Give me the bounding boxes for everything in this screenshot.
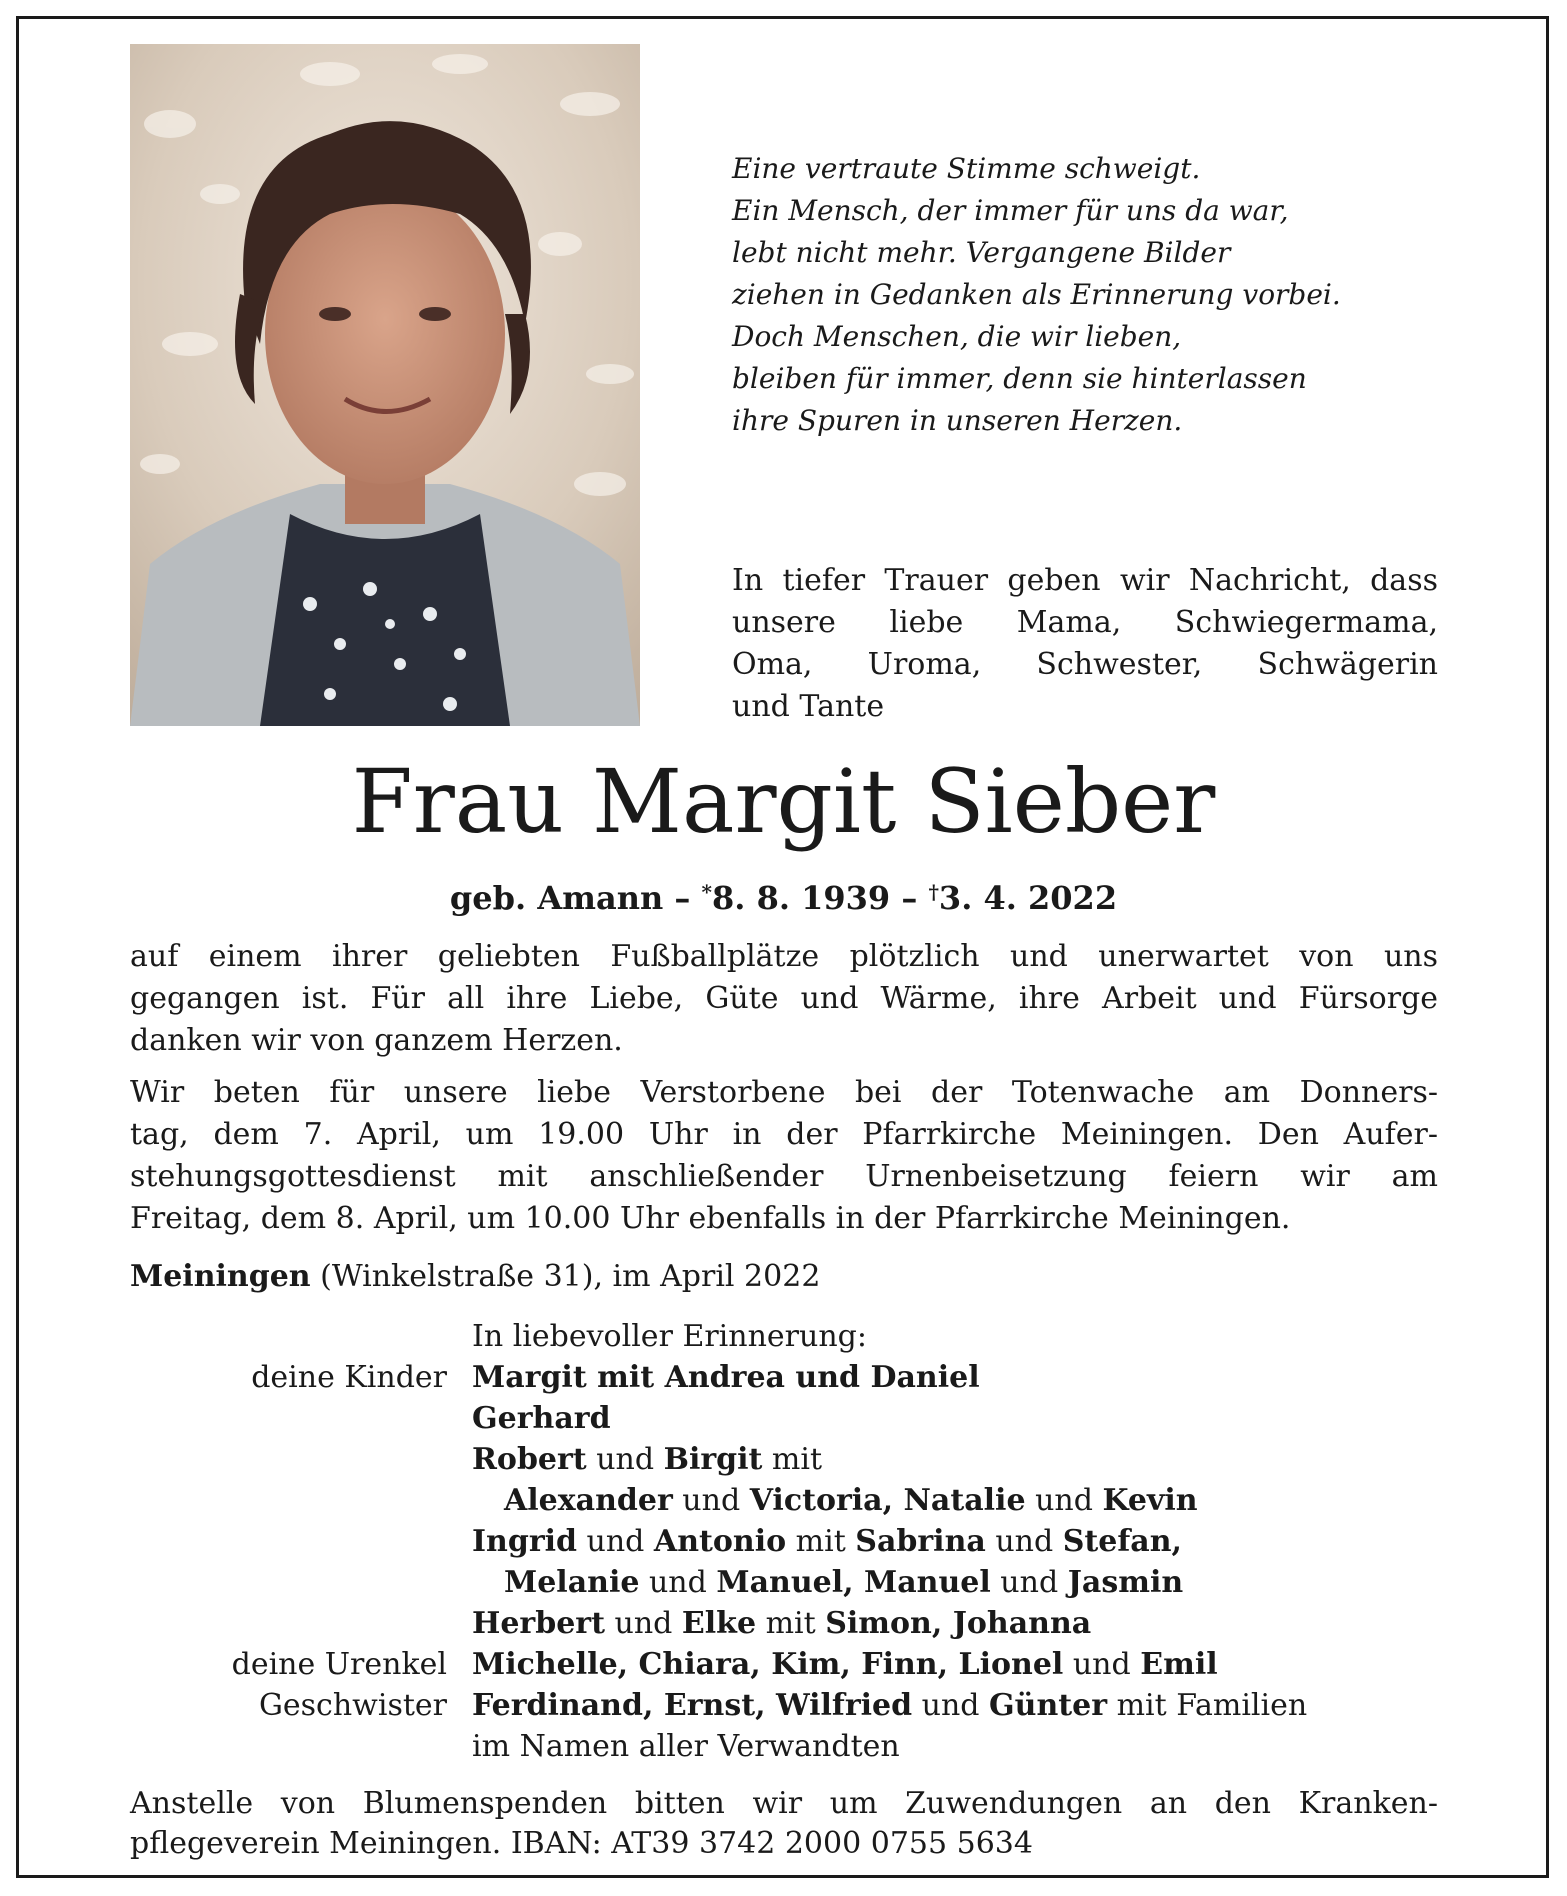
dash: – <box>674 879 691 917</box>
mourner-names: Gerhard <box>472 1401 611 1436</box>
connector: mit Familien <box>1107 1688 1308 1723</box>
life-dates <box>0 872 1567 918</box>
label-siblings: Geschwister <box>258 1688 447 1723</box>
mourner-names: Ingrid <box>472 1524 577 1559</box>
mourner-names: Margit mit Andrea und Daniel <box>472 1360 980 1395</box>
body-line: tag, dem 7. April, um 19.00 Uhr in der Pfarrkirche Meiningen. Den Aufer- <box>130 1117 1438 1152</box>
poem-line: ihre Spuren in unseren Herzen. <box>732 404 1183 437</box>
announcement-intro <box>732 560 1438 728</box>
poem-line: lebt nicht mehr. Vergangene Bilder <box>732 236 1231 269</box>
mourner-names: Elke <box>681 1606 757 1641</box>
footer-line: Anstelle von Blumenspenden bitten wir um Zuwendungen an den Kranken- <box>130 1786 1438 1821</box>
place-rest: (Winkelstraße 31), im April 2022 <box>310 1259 821 1294</box>
body-line: gegangen ist. Für all ihre Liebe, Güte und Wärme, ihre Arbeit und Fürsorge <box>130 981 1438 1016</box>
body-line: Wir beten für unsere liebe Verstorbene bei der Totenwache am Donners- <box>130 1075 1438 1110</box>
poem-line: Ein Mensch, der immer für uns da war, <box>732 194 1289 227</box>
relatives-line: im Namen aller Verwandten <box>472 1729 900 1764</box>
connector: und <box>586 1442 664 1477</box>
connector: und <box>912 1688 990 1723</box>
deceased-name: Frau Margit Sieber <box>351 750 1216 853</box>
connector: mit <box>786 1524 856 1559</box>
birth-name: geb. Amann <box>449 879 664 917</box>
birth-mark: * <box>701 880 713 904</box>
death-date: 3. 4. 2022 <box>938 879 1118 917</box>
intro-line: unsere liebe Mama, Schwiegermama, <box>732 605 1438 640</box>
place-town: Meiningen <box>130 1259 311 1294</box>
mourner-names: Sabrina <box>855 1524 986 1559</box>
mourner-names: Emil <box>1140 1647 1218 1682</box>
donation-note <box>130 1784 1438 1864</box>
mourner-names: Alexander <box>504 1483 673 1518</box>
intro-line: Oma, Uroma, Schwester, Schwägerin <box>732 647 1438 682</box>
mourner-names: Melanie <box>504 1565 640 1600</box>
body-line: auf einem ihrer geliebten Fußballplätze plötzlich und unerwartet von uns <box>130 939 1438 974</box>
mourner-names: Antonio <box>653 1524 787 1559</box>
body-line: danken wir von ganzem Herzen. <box>130 1023 623 1058</box>
connector: mit <box>756 1606 826 1641</box>
poem <box>732 148 1452 442</box>
connector: und <box>577 1524 654 1559</box>
mourner-names: Herbert <box>472 1606 605 1641</box>
label-children: deine Kinder <box>251 1360 447 1395</box>
connector: und <box>1025 1483 1103 1518</box>
mourner-names: Günter <box>989 1688 1108 1723</box>
poem-line: bleiben für immer, denn sie hinterlassen <box>732 362 1307 395</box>
connector: und <box>1063 1647 1141 1682</box>
intro-line: und Tante <box>732 689 885 724</box>
body-paragraph-1 <box>130 936 1438 1062</box>
place-and-date <box>130 1256 820 1298</box>
poem-line: Eine vertraute Stimme schweigt. <box>732 152 1201 185</box>
death-mark: † <box>928 880 939 904</box>
connector: und <box>985 1524 1063 1559</box>
birth-date: 8. 8. 1939 <box>712 879 891 917</box>
portrait-photo <box>130 44 640 726</box>
poem-line: ziehen in Gedanken als Erinnerung vorbei. <box>732 278 1341 311</box>
intro-line: In tiefer Trauer geben wir Nachricht, dass <box>732 563 1438 598</box>
mourner-names: Robert <box>472 1442 587 1477</box>
connector: mit <box>762 1442 823 1477</box>
mourner-names: Jasmin <box>1067 1565 1184 1600</box>
mourners-list <box>130 1316 1450 1767</box>
connector: und <box>604 1606 682 1641</box>
mourner-names: Stefan, <box>1062 1524 1182 1559</box>
mourner-names: Michelle, Chiara, Kim, Finn, Lionel <box>472 1647 1064 1682</box>
mourner-names: Ferdinand, Ernst, Wilfried <box>472 1688 913 1723</box>
mourner-names: Kevin <box>1102 1483 1198 1518</box>
mourner-names: Simon, Johanna <box>825 1606 1092 1641</box>
body-line: stehungsgottesdienst mit anschließender Urnenbeisetzung feiern wir am <box>130 1159 1438 1194</box>
label-great-grandchildren: deine Urenkel <box>231 1647 447 1682</box>
mourner-names: Victoria, Natalie <box>749 1483 1026 1518</box>
connector: und <box>990 1565 1068 1600</box>
mourner-names: Birgit <box>663 1442 763 1477</box>
poem-line: Doch Menschen, die wir lieben, <box>732 320 1182 353</box>
body-line: Freitag, dem 8. April, um 10.00 Uhr ebenfalls in der Pfarrkirche Meiningen. <box>130 1201 1291 1236</box>
connector: und <box>672 1483 750 1518</box>
footer-line: pflegeverein Meiningen. IBAN: AT39 3742 2000 0755 5634 <box>130 1826 1033 1861</box>
body-paragraph-2 <box>130 1072 1438 1240</box>
mourner-names: Manuel, Manuel <box>716 1565 991 1600</box>
signoff-heading: In liebevoller Erinnerung: <box>472 1319 867 1354</box>
connector: und <box>639 1565 717 1600</box>
dash: – <box>901 879 918 917</box>
